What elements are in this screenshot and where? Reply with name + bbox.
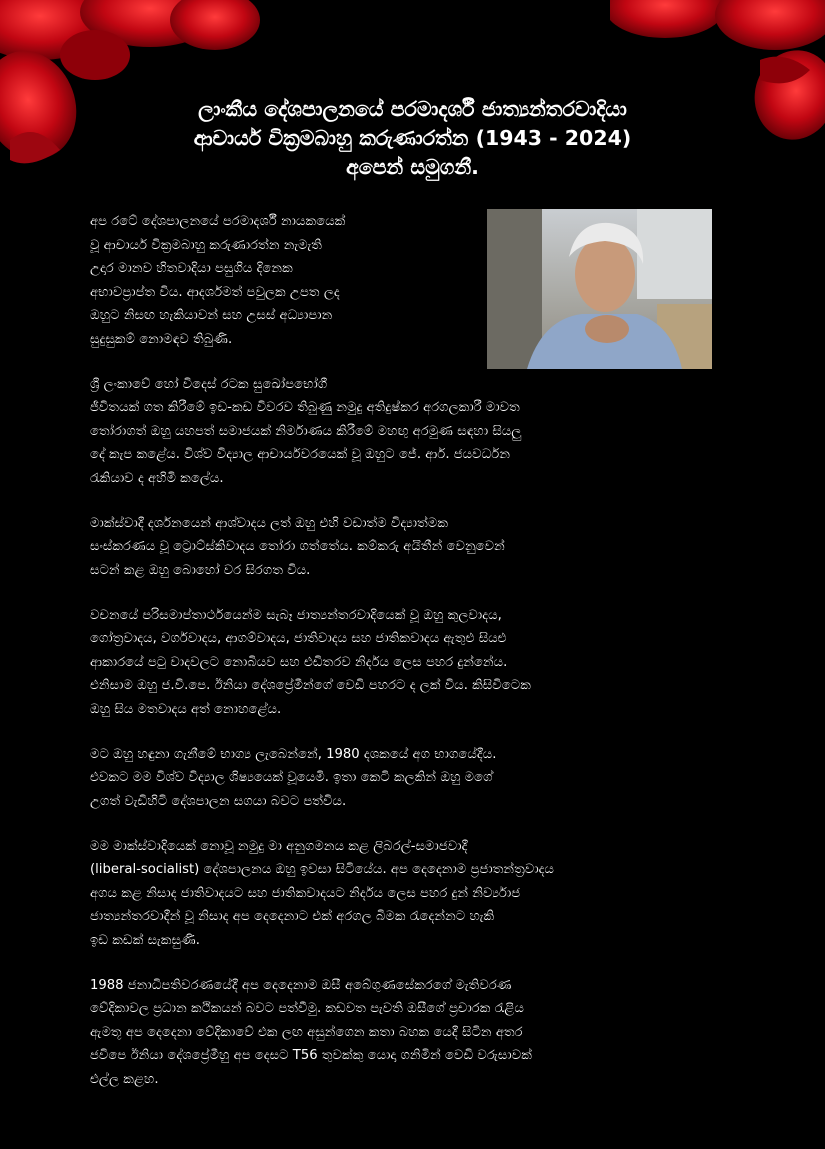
text-line: දේ කැප කළේය. විශ්ව විද්‍යාල ආචාර්යවරයෙක් වූ ඔහුට ජේ. ආර්. ජයවර්ධන (90, 447, 511, 462)
text-line: අප රටේ දේශපාලනයේ පරමාදර්ශී නායකයෙක් (90, 214, 346, 229)
text-line: ජවිපෙ ඊනියා දේශප්‍රේමීහු අප දෙසට T56 තුවක්කු යොදා ගනිමින් වෙඩි වරුසාවක් (90, 1048, 532, 1063)
text-line: වචනයේ පරිසමාප්තාර්ථයෙන්ම සැබෑ ජාත්‍යන්තරවාදියෙක් වූ ඔහු කුලවාදය, (90, 607, 502, 623)
text-line: (liberal-socialist) දේශපාලනය ඔහු ඉවසා සිටියේය. අප දෙදෙනාම ප්‍රජාතන්ත්‍රවාදය (90, 862, 554, 877)
paragraph-2 (90, 373, 755, 491)
paragraph-6 (90, 835, 755, 953)
text-line: මාක්ස්වාදී දර්ශනයෙන් ආශ්වාදය ලත් ඔහු එහි වඩාත්ම විද්‍යාත්මක (90, 515, 449, 531)
text-line: තෝරාගත් ඔහු යහපත් සමාජයක් නිර්මාණය කිරීමේ මහඟු අරමුණ සඳහා සියලු (90, 423, 522, 439)
text-line: ඉඩ කඩක් සැකසුණි. (90, 932, 200, 948)
paragraph-4 (90, 604, 755, 722)
text-line: රැකියාව ද අහිමි කලේය. (90, 470, 224, 486)
paragraph-3 (90, 512, 755, 583)
article-body (90, 210, 755, 1113)
text-line: සටන් කළ ඔහු බොහෝ වර සිරගත විය. (90, 562, 311, 578)
text-line: සංස්කරණය වූ ට්‍රොට්ස්කිවාදය තෝරා ගත්තේය. කම්කරු අයිතීන් වෙනුවෙන් (90, 539, 505, 554)
text-line: ජාත්‍යන්තරවාදීන් වූ නිසාද අප දෙදෙනාට එක් අරගල බිමක රැදෙන්නට හැකි (90, 909, 495, 924)
text-line: එනිසාම ඔහු ජ.වි.පෙ. ඊනියා දේශප්‍රේමීන්ගේ වෙඩි පහරට ද ලක් විය. කිසිවිටෙක (90, 678, 531, 693)
text-line: වේදිකාවල ප්‍රධාන කථිකයන් බවට පත්වීමු. කඩවත පැවති ඔසීගේ ප්‍රචාරක රැළිය (90, 1001, 524, 1016)
text-line: මට ඔහු හඳුනා ගැනීමේ භාග්‍ය ලැබෙන්නේ, 1980 දශකයේ අග භාගයේදීය. (90, 746, 497, 762)
text-line: උදාර මානව හිතවාදියා පසුගිය දිනෙක (90, 261, 293, 276)
text-line: ගෝත්‍රවාදය, වර්ගවාදය, ආගම්වාදය, ජාතිවාදය සහ ජාතිකවාදය ඇතුළු සියළු (90, 631, 507, 646)
title-line-1: ලාංකීය දේශපාලනයේ පරමාදර්ශී ජාත්‍යන්තරවාදියා (198, 97, 627, 121)
text-line: ඔහු සිය මතවාදය අත් නොහළේය. (90, 701, 282, 717)
text-line: මම මාක්ස්වාදියෙක් නොවූ නමුදු මා අනුගමනය කළ ලිබරල්-සමාජවාදී (90, 838, 468, 854)
text-line: ජීවිතයක් ගත කිරීමේ ඉඩ-කඩ විවරව තිබුණු නමුදු අතිදුෂ්කර අරගලකාරී මාවත (90, 400, 520, 415)
page-title (60, 95, 765, 182)
text-line: ඇමතූ අප දෙදෙනා වේදිකාවේ එක ලඟ අසුන්ගෙන කතා බහක යෙදී සිටින අතර (90, 1024, 523, 1040)
text-line: උගත් වැඩිහිටි දේශපාලන සගයා බවට පත්විය. (90, 793, 347, 809)
text-line: ඔහුට නිසඟ හැකියාවන් සහ උසස් අධ්‍යාපාන (90, 308, 333, 323)
title-line-2: ආචාර්ය වික්‍රමබාහු කරුණාරත්න (1943 - 2024) (193, 126, 632, 150)
paragraph-7 (90, 974, 755, 1092)
text-line: 1988 ජනාධිපතිවරණයේදී අප දෙදෙනාම ඔසී අබේගුණසේකරගේ මැතිවරණ (90, 977, 512, 993)
text-line: වූ ආචාර්ය වික්‍රමබාහු කරුණාරත්න නැමැති (90, 237, 323, 253)
text-line: ආකාරයේ පටු වාදවලට නොබියව සහ එඩිතරව නිර්දය ලෙස පහර දුන්නේය. (90, 654, 508, 670)
text-line: අගය කළ නිසාද ජාතිවාදයට සහ ජාතිකවාදයට නිර්දය ලෙස පහර දුන් නිර්ව්‍යාජ (90, 885, 521, 901)
text-line: එල්ල කළහ. (90, 1071, 159, 1087)
text-line: සුදුසුකම් නොමඳව තිබුණි. (90, 331, 233, 347)
text-line: ශ්‍රී ලංකාවේ හෝ විදෙස් රටක සුඛෝපභෝගී (90, 376, 328, 392)
title-line-3: අපෙන් සමුගනී. (346, 155, 479, 179)
paragraph-5 (90, 743, 755, 814)
text-line: එවකට මම විශ්ව විද්‍යාල ශිෂ්‍යයෙක් වූයෙමි. ඉතා කෙටි කලකින් ඔහු මගේ (90, 770, 493, 785)
text-line: අභාවප්‍රාප්ත විය. ආදර්ශමත් පවුලක උපත ලද (90, 284, 340, 300)
paragraph-1 (90, 210, 755, 351)
